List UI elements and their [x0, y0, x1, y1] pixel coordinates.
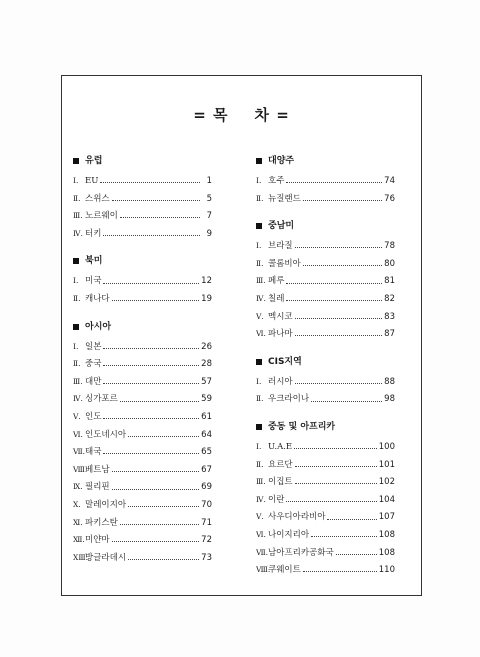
entry-name: 대만 — [85, 376, 102, 387]
entry-number: Ⅳ. — [256, 494, 266, 504]
leader-dots — [303, 571, 377, 572]
toc-entry — [256, 561, 395, 579]
toc-entry — [73, 390, 212, 408]
toc-entry — [73, 290, 212, 308]
entry-name: 사우디아라비아 — [268, 512, 326, 523]
entry-page: 71 — [201, 517, 212, 528]
leader-dots — [103, 453, 199, 454]
leader-dots — [103, 418, 199, 419]
toc-section — [73, 321, 212, 567]
leader-dots — [112, 489, 200, 490]
toc-entry — [256, 491, 395, 509]
toc-entry — [256, 473, 395, 491]
entry-number: Ⅰ. — [73, 276, 79, 286]
leader-dots — [112, 471, 200, 472]
entry-number: Ⅲ. — [256, 477, 266, 487]
entry-name: 터키 — [85, 228, 102, 239]
entry-number: Ⅳ. — [73, 394, 83, 404]
entry-page: 28 — [201, 359, 212, 370]
section-heading-text: 중남미 — [268, 221, 295, 232]
entry-number: Ⅹ. — [73, 499, 81, 509]
section-heading-text: 중동 및 아프리카 — [268, 421, 336, 432]
entry-page: 70 — [201, 499, 212, 510]
leader-dots — [294, 448, 377, 449]
entry-name: 나이지리아 — [268, 529, 310, 540]
entry-page: 7 — [206, 211, 212, 222]
section-heading-text: 대양주 — [268, 156, 295, 166]
toc-entry — [73, 408, 212, 426]
square-bullet-icon — [73, 324, 79, 330]
entry-name: 인도 — [85, 411, 102, 422]
entry-number: Ⅳ. — [256, 293, 266, 303]
toc-entry — [256, 373, 395, 391]
entry-number: Ⅰ. — [256, 376, 262, 386]
entry-page: 81 — [384, 276, 395, 287]
entry-name: 러시아 — [268, 376, 293, 387]
entry-page: 108 — [378, 529, 395, 540]
entry-number: Ⅷ. — [256, 565, 271, 575]
entry-name: 남아프리카공화국 — [268, 547, 334, 558]
toc-entry — [256, 272, 395, 290]
leader-dots — [295, 383, 383, 384]
entry-page: 61 — [201, 411, 212, 422]
entry-number: Ⅱ. — [73, 293, 81, 303]
leader-dots — [286, 501, 376, 502]
toc-entry — [73, 514, 212, 532]
entry-number: Ⅰ. — [256, 441, 262, 451]
page-title — [62, 104, 421, 125]
entry-number: Ⅰ. — [256, 241, 262, 251]
entry-number: Ⅱ. — [256, 193, 264, 203]
toc-entry — [256, 325, 395, 343]
leader-dots — [120, 401, 199, 402]
entry-number: ⅩⅢ. — [73, 552, 88, 562]
entry-number: Ⅴ. — [256, 311, 264, 321]
entry-number: Ⅸ. — [73, 482, 83, 492]
leader-dots — [311, 536, 377, 537]
toc-entry — [73, 207, 212, 225]
toc-entry — [256, 237, 395, 255]
leader-dots — [295, 466, 377, 467]
entry-page: 110 — [378, 565, 395, 576]
leader-dots — [103, 348, 199, 349]
toc-column-left — [73, 155, 212, 579]
toc-entry — [73, 461, 212, 479]
section-heading — [256, 421, 395, 433]
toc-entry — [73, 426, 212, 444]
entry-page: 65 — [201, 447, 212, 458]
entry-name: 뉴질랜드 — [268, 193, 301, 204]
leader-dots — [120, 524, 199, 525]
entry-name: 방글라데시 — [85, 552, 127, 563]
leader-dots — [128, 436, 199, 437]
entry-name: 베트남 — [85, 464, 110, 475]
entry-page: 102 — [378, 477, 395, 488]
entry-page: 100 — [378, 441, 395, 452]
entry-number: Ⅱ. — [256, 394, 264, 404]
leader-dots — [295, 335, 383, 336]
entry-page: 98 — [384, 394, 395, 405]
leader-dots — [286, 283, 382, 284]
entry-number: Ⅶ. — [73, 447, 86, 457]
entry-page: 64 — [201, 429, 212, 440]
toc-entry — [256, 255, 395, 273]
entry-number: Ⅵ. — [73, 429, 83, 439]
toc-section — [256, 155, 395, 207]
toc-section — [256, 356, 395, 408]
square-bullet-icon — [256, 424, 262, 430]
toc-entry — [256, 308, 395, 326]
toc-entry — [256, 190, 395, 208]
leader-dots — [295, 483, 377, 484]
toc-entry — [73, 531, 212, 549]
section-heading-text: CIS지역 — [268, 356, 302, 367]
section-heading — [73, 255, 212, 267]
entry-page: 83 — [384, 311, 395, 322]
leader-dots — [112, 200, 200, 201]
entry-page: 74 — [384, 176, 395, 186]
entry-number: Ⅷ. — [73, 464, 88, 474]
toc-section — [256, 220, 395, 343]
leader-dots — [286, 182, 382, 183]
section-heading — [256, 220, 395, 232]
section-heading-text: 유럽 — [85, 156, 103, 166]
entry-page: 73 — [201, 552, 212, 563]
toc-entry — [256, 456, 395, 474]
leader-dots — [303, 265, 382, 266]
entry-page: 78 — [384, 241, 395, 252]
entry-name: 필리핀 — [85, 482, 110, 493]
entry-name: 콜롬비아 — [268, 258, 301, 269]
entry-name: 미국 — [85, 276, 102, 287]
toc-column-right — [256, 155, 395, 592]
section-heading — [73, 155, 212, 167]
entry-page: 80 — [384, 258, 395, 269]
entry-page: 108 — [378, 547, 395, 558]
entry-name: 칠레 — [268, 293, 285, 304]
section-heading — [256, 356, 395, 368]
leader-dots — [286, 300, 382, 301]
entry-number: Ⅵ. — [256, 529, 266, 539]
section-heading-text: 북미 — [85, 256, 103, 267]
leader-dots — [103, 365, 199, 366]
leader-dots — [103, 283, 199, 284]
entry-name: 파키스탄 — [85, 517, 118, 528]
entry-name: 쿠웨이트 — [268, 565, 301, 576]
toc-entry — [256, 508, 395, 526]
entry-number: Ⅳ. — [73, 228, 83, 238]
square-bullet-icon — [256, 223, 262, 229]
entry-name: 말레이지아 — [85, 499, 127, 510]
entry-name: 태국 — [85, 447, 102, 458]
square-bullet-icon — [73, 258, 79, 264]
leader-dots — [311, 401, 382, 402]
entry-page: 67 — [201, 464, 212, 475]
entry-name: 이란 — [268, 494, 285, 505]
entry-page: 12 — [201, 276, 212, 287]
entry-name: U.A.E — [268, 441, 293, 452]
toc-entry — [256, 526, 395, 544]
entry-name: 중국 — [85, 359, 102, 370]
entry-page: 1 — [206, 176, 212, 186]
entry-number: Ⅲ. — [73, 211, 83, 221]
entry-page: 76 — [384, 193, 395, 204]
leader-dots — [112, 541, 200, 542]
entry-name: 이집트 — [268, 477, 293, 488]
leader-dots — [303, 200, 382, 201]
leader-dots — [327, 519, 376, 520]
toc-entry — [256, 390, 395, 408]
section-heading — [73, 321, 212, 333]
entry-number: Ⅱ. — [256, 459, 264, 469]
entry-page: 107 — [378, 512, 395, 523]
entry-page: 101 — [378, 459, 395, 470]
leader-dots — [103, 235, 200, 236]
entry-name: 요르단 — [268, 459, 293, 470]
toc-entry — [256, 438, 395, 456]
toc-entry — [73, 338, 212, 356]
entry-name: 우크라이나 — [268, 394, 310, 405]
entry-name: EU — [85, 176, 99, 186]
toc-entry — [73, 496, 212, 514]
entry-name: 일본 — [85, 341, 102, 352]
entry-name: 캐나다 — [85, 293, 110, 304]
leader-dots — [100, 182, 200, 183]
entry-number: Ⅱ. — [73, 359, 81, 369]
entry-page: 5 — [206, 193, 212, 204]
entry-page: 9 — [206, 228, 212, 239]
toc-entry — [73, 190, 212, 208]
toc-section — [256, 421, 395, 579]
toc-section — [73, 255, 212, 307]
entry-page: 88 — [384, 376, 395, 387]
toc-entry — [73, 373, 212, 391]
entry-page: 104 — [378, 494, 395, 505]
entry-name: 스위스 — [85, 193, 110, 204]
entry-page: 87 — [384, 329, 395, 340]
entry-name: 페루 — [268, 276, 285, 287]
toc-entry — [256, 544, 395, 562]
leader-dots — [128, 506, 199, 507]
toc-entry — [73, 443, 212, 461]
toc-frame — [61, 75, 422, 596]
entry-page: 57 — [201, 376, 212, 387]
entry-page: 69 — [201, 482, 212, 493]
toc-entry — [73, 549, 212, 567]
toc-entry — [73, 172, 212, 190]
section-heading — [256, 155, 395, 167]
entry-page: 26 — [201, 341, 212, 352]
toc-entry — [73, 225, 212, 243]
entry-number: Ⅰ. — [73, 176, 79, 185]
entry-name: 싱가포르 — [85, 394, 118, 405]
entry-number: Ⅺ. — [73, 517, 83, 527]
entry-page: 82 — [384, 293, 395, 304]
entry-name: 멕시코 — [268, 311, 293, 322]
entry-number: Ⅴ. — [73, 411, 81, 421]
toc-section — [73, 155, 212, 242]
entry-number: Ⅱ. — [256, 258, 264, 268]
title-right: 차 = — [254, 106, 290, 124]
leader-dots — [295, 247, 383, 248]
entry-number: Ⅶ. — [256, 547, 269, 557]
entry-name: 호주 — [268, 176, 285, 186]
section-heading-text: 아시아 — [85, 321, 112, 332]
entry-page: 72 — [201, 535, 212, 546]
leader-dots — [295, 318, 383, 319]
entry-page: 19 — [201, 293, 212, 304]
leader-dots — [120, 217, 200, 218]
toc-entry — [73, 272, 212, 290]
entry-number: Ⅵ. — [256, 329, 266, 339]
leader-dots — [112, 300, 200, 301]
toc-entry — [256, 290, 395, 308]
entry-name: 노르웨이 — [85, 211, 118, 222]
title-left: = 목 — [193, 106, 229, 124]
entry-number: Ⅲ. — [73, 376, 83, 386]
toc-entry — [256, 172, 395, 190]
leader-dots — [103, 383, 199, 384]
entry-page: 59 — [201, 394, 212, 405]
entry-name: 미얀마 — [85, 535, 110, 546]
entry-number: Ⅻ. — [73, 535, 85, 545]
square-bullet-icon — [73, 158, 79, 164]
entry-number: Ⅴ. — [256, 512, 264, 522]
toc-entry — [73, 355, 212, 373]
entry-name: 파나마 — [268, 329, 293, 340]
entry-number: Ⅱ. — [73, 193, 81, 203]
entry-number: Ⅰ. — [256, 176, 262, 185]
leader-dots — [128, 559, 199, 560]
entry-number: Ⅲ. — [256, 276, 266, 286]
leader-dots — [336, 554, 377, 555]
toc-entry — [73, 478, 212, 496]
square-bullet-icon — [256, 359, 262, 365]
entry-name: 인도네시아 — [85, 429, 127, 440]
square-bullet-icon — [256, 158, 262, 164]
entry-name: 브라질 — [268, 241, 293, 252]
entry-number: Ⅰ. — [73, 341, 79, 351]
